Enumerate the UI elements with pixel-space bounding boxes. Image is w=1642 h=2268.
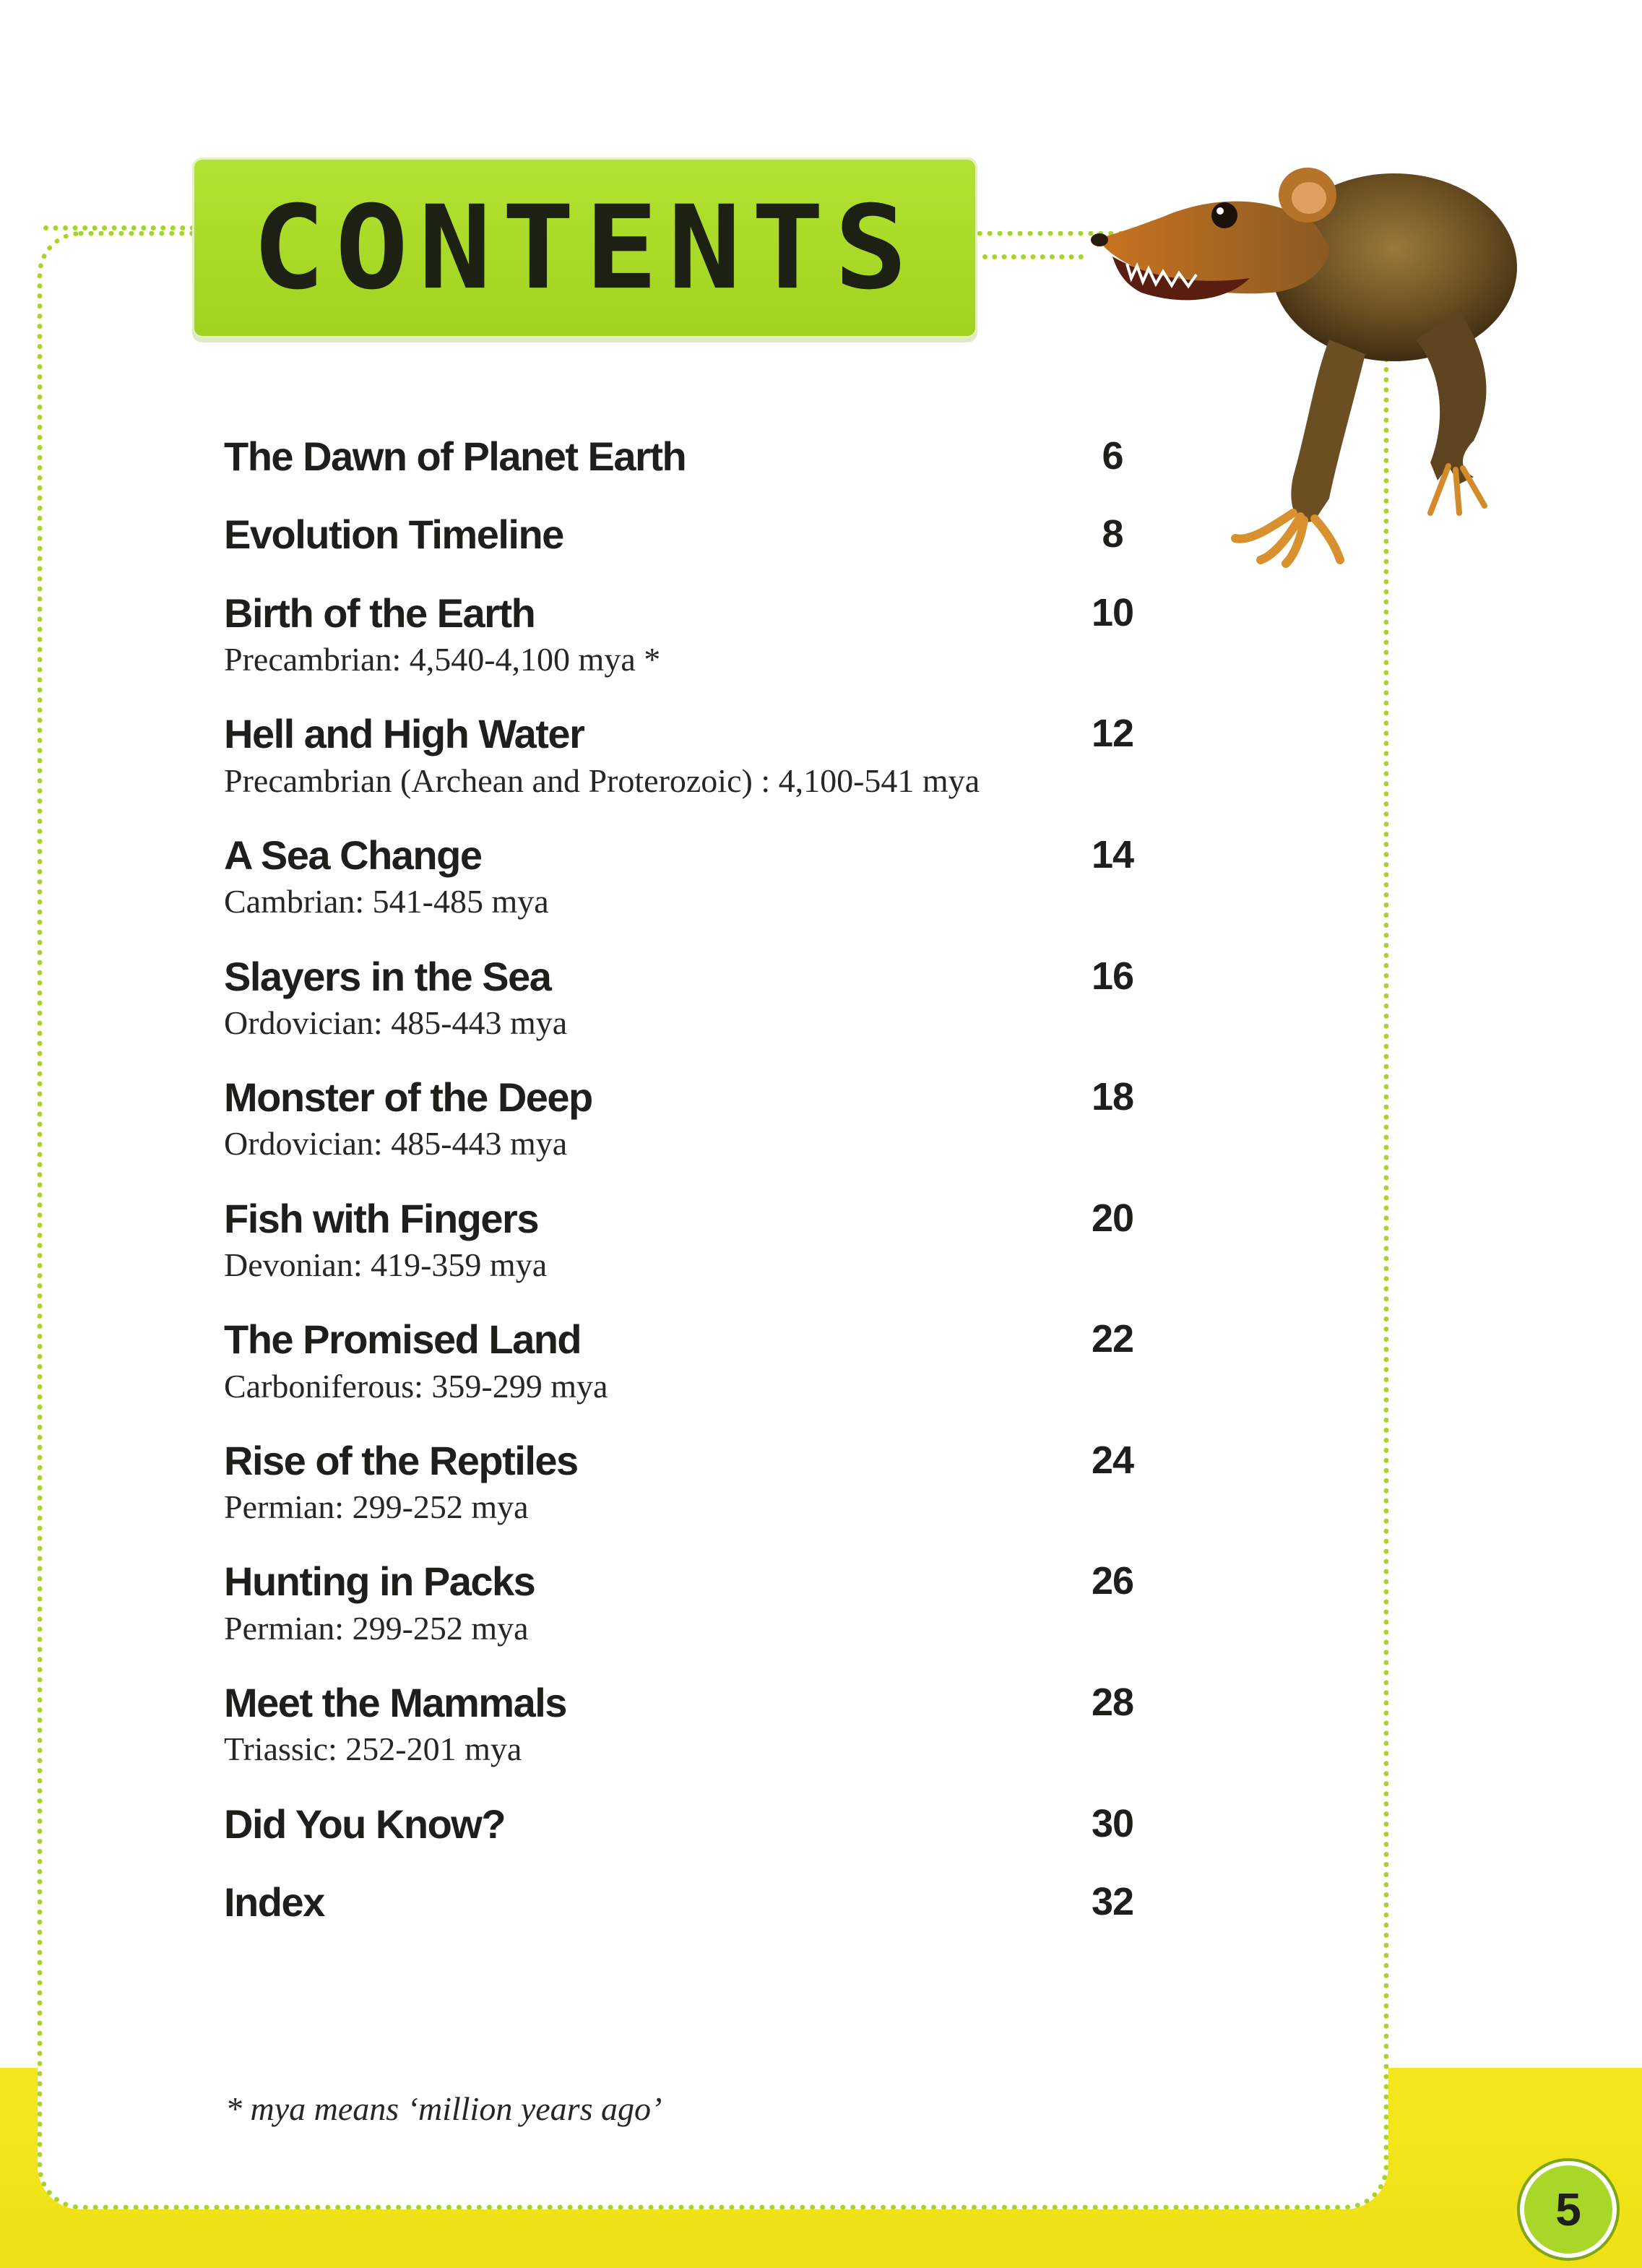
toc-entry[interactable] xyxy=(224,1074,1163,1164)
toc-entry-title: The Promised Land xyxy=(224,1316,582,1363)
page-title: CONTENTS xyxy=(251,180,918,316)
toc-entry-period: Ordovician: 485-443 mya xyxy=(224,1125,568,1163)
toc-entry-title: Slayers in the Sea xyxy=(224,953,551,999)
toc-entry-page: 20 xyxy=(1091,1196,1134,1240)
toc-entry-period: Cambrian: 541-485 mya xyxy=(224,883,549,920)
toc-entry-title: Rise of the Reptiles xyxy=(224,1437,578,1483)
toc-entry-title: A Sea Change xyxy=(224,832,482,878)
toc-entry-page: 10 xyxy=(1091,590,1134,634)
toc-entry-period: Precambrian: 4,540-4,100 mya * xyxy=(224,641,661,678)
toc-entry-page: 16 xyxy=(1091,954,1134,998)
toc-entry-page: 8 xyxy=(1102,512,1123,556)
toc-entry-title: The Dawn of Planet Earth xyxy=(224,434,686,479)
table-of-contents xyxy=(224,434,1163,1957)
page-number: 5 xyxy=(1555,2183,1581,2235)
toc-entry[interactable] xyxy=(224,1680,1163,1769)
toc-entry[interactable] xyxy=(224,954,1163,1043)
toc-entry[interactable] xyxy=(224,1438,1163,1527)
toc-entry[interactable] xyxy=(224,1558,1163,1648)
toc-entry-page: 6 xyxy=(1102,434,1123,478)
toc-entry-title: Index xyxy=(224,1879,324,1925)
toc-entry[interactable] xyxy=(224,590,1163,680)
toc-entry-page: 24 xyxy=(1091,1438,1134,1482)
toc-entry-page: 18 xyxy=(1091,1075,1134,1119)
toc-entry-title: Monster of the Deep xyxy=(224,1074,592,1121)
toc-entry[interactable] xyxy=(224,1196,1163,1285)
toc-entry-period: Permian: 299-252 mya xyxy=(224,1609,529,1647)
toc-entry[interactable] xyxy=(224,1316,1163,1406)
toc-entry-title: Evolution Timeline xyxy=(224,512,563,558)
toc-entry-period: Precambrian (Archean and Proterozoic) : 4,100-541 mya xyxy=(224,762,980,799)
toc-entry-title: Hunting in Packs xyxy=(224,1558,535,1605)
contents-title-banner xyxy=(192,158,977,338)
toc-entry-period: Triassic: 252-201 mya xyxy=(224,1730,522,1768)
toc-entry-page: 22 xyxy=(1091,1317,1134,1361)
toc-entry-page: 14 xyxy=(1091,832,1134,876)
toc-entry-title: Birth of the Earth xyxy=(224,590,535,636)
toc-entry-period: Carboniferous: 359-299 mya xyxy=(224,1367,608,1405)
toc-entry-title: Meet the Mammals xyxy=(224,1679,566,1725)
toc-entry-page: 32 xyxy=(1091,1879,1134,1923)
toc-entry-title: Fish with Fingers xyxy=(224,1195,538,1241)
toc-entry-period: Permian: 299-252 mya xyxy=(224,1488,529,1526)
toc-entry-page: 30 xyxy=(1091,1801,1134,1845)
toc-entry[interactable] xyxy=(224,1801,1163,1847)
toc-entry-period: Devonian: 419-359 mya xyxy=(224,1246,548,1284)
toc-entry[interactable] xyxy=(224,711,1163,801)
toc-entry-page: 26 xyxy=(1091,1559,1134,1603)
toc-entry[interactable] xyxy=(224,512,1163,558)
toc-entry-page: 28 xyxy=(1091,1680,1134,1724)
page-number-badge xyxy=(1520,2161,1617,2258)
toc-entry[interactable] xyxy=(224,832,1163,922)
toc-entry[interactable] xyxy=(224,1879,1163,1926)
toc-entry-title: Did You Know? xyxy=(224,1801,506,1847)
toc-entry-page: 12 xyxy=(1091,712,1134,756)
footnote: * mya means ‘million years ago’ xyxy=(225,2090,662,2127)
toc-entry[interactable] xyxy=(224,434,1163,480)
dotted-border-left-segment xyxy=(43,225,195,230)
toc-entry-period: Ordovician: 485-443 mya xyxy=(224,1004,568,1041)
toc-entry-title: Hell and High Water xyxy=(224,711,584,757)
